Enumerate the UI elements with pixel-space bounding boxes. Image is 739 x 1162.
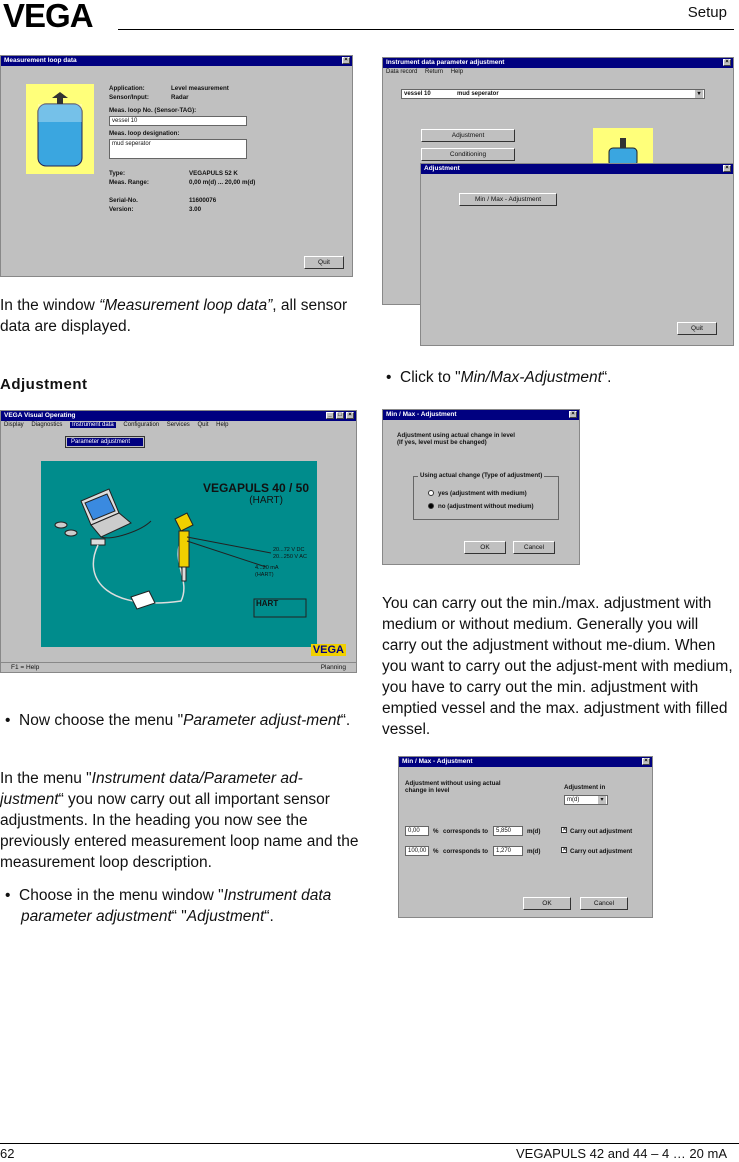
- label-yes: yes (adjustment with medium): [438, 490, 527, 497]
- minmax-adjustment-button[interactable]: Min / Max - Adjustment: [459, 193, 557, 206]
- tank-graphic: [26, 84, 94, 174]
- close-icon[interactable]: ×: [569, 411, 577, 418]
- designation-field[interactable]: mud seperator: [109, 139, 247, 159]
- minmax-values-dialog: [398, 756, 653, 918]
- values-title: Min / Max - Adjustment: [402, 758, 473, 765]
- measurement-loop-dialog: [0, 55, 353, 277]
- close-icon[interactable]: ×: [723, 165, 731, 172]
- status-help: F1 = Help: [11, 664, 40, 671]
- adjustment-in-label: Adjustment in: [564, 784, 606, 791]
- minmax-title: Min / Max - Adjustment: [386, 411, 457, 418]
- section-title: Setup: [687, 4, 727, 21]
- max-corresponds: corresponds to: [443, 848, 489, 855]
- sensor-value: Radar: [171, 94, 189, 101]
- maximize-icon[interactable]: □: [336, 412, 344, 419]
- range-value: 0,00 m(d) ... 20,00 m(d): [189, 179, 256, 186]
- menu-quit[interactable]: Quit: [197, 422, 209, 428]
- serial-value: 11600076: [189, 197, 217, 204]
- p1-em: “Measurement loop data”: [99, 297, 273, 314]
- hart-logo: HART: [256, 599, 279, 608]
- type-groupbox: [413, 472, 559, 520]
- min-corresponds: corresponds to: [443, 828, 489, 835]
- serial-label: Serial-No.: [109, 197, 138, 204]
- type-value: VEGAPULS 52 K: [189, 170, 238, 177]
- min-unit: m(d): [527, 828, 541, 835]
- application-label: Application:: [109, 85, 145, 92]
- min-distance-field[interactable]: 5,850: [493, 826, 523, 836]
- adjustment-subwindow: [420, 163, 734, 346]
- p1-prefix: In the window: [0, 297, 100, 314]
- min-carry-label: Carry out adjustment: [570, 828, 633, 835]
- text-level-changed: (If yes, level must be changed): [397, 439, 487, 446]
- b2-prefix: Choose in the menu window ": [19, 887, 224, 904]
- voltage-dc: 20...72 V DC: [273, 547, 305, 553]
- app-title: VEGA Visual Operating: [4, 412, 76, 419]
- app-titlebar: [1, 411, 356, 421]
- vega-logo: [3, 0, 113, 30]
- text-without-actual: Adjustment without using actual: [405, 780, 501, 787]
- param-menu-bar: [383, 68, 733, 77]
- ok-button[interactable]: OK: [523, 897, 571, 910]
- status-mode: Planning: [320, 664, 346, 671]
- max-unit: m(d): [527, 848, 541, 855]
- rb1-suffix: “.: [601, 369, 612, 386]
- unit-select[interactable]: [564, 795, 608, 805]
- bullet-choose-menu: • Now choose the menu "Parameter adjust-ment“.: [5, 712, 351, 729]
- menu-services[interactable]: Services: [166, 422, 190, 428]
- ok-button[interactable]: OK: [464, 541, 506, 554]
- menu-diagnostics[interactable]: Diagnostics: [31, 422, 63, 428]
- sub-titlebar: [421, 164, 733, 174]
- vega-visual-operating-window: [0, 410, 357, 673]
- status-bar: [1, 662, 356, 672]
- product-title: VEGAPULS 40 / 50: [202, 481, 309, 495]
- b2-em2: Adjustment: [186, 908, 265, 925]
- max-distance-field[interactable]: 1,270: [493, 846, 523, 856]
- b2-mid: “ ": [171, 908, 187, 925]
- text-adjustment-actual: Adjustment using actual change in level: [397, 432, 515, 439]
- bullet-click-minmax: • Click to "Min/Max-Adjustment“.: [386, 369, 612, 386]
- bullet-choose-window: • Choose in the menu window "Instrument data parameter adjustment“ "Adjustment“.: [5, 887, 332, 925]
- text-change-level: change in level: [405, 787, 450, 794]
- values-titlebar: [399, 757, 652, 767]
- label-no: no (adjustment without medium): [438, 503, 534, 510]
- menu-return[interactable]: Return: [425, 69, 444, 75]
- minmax-titlebar: [383, 410, 579, 420]
- loop-no-field[interactable]: vessel 10: [109, 116, 247, 126]
- cancel-button[interactable]: Cancel: [580, 897, 628, 910]
- svg-text:VEGA: VEGA: [3, 0, 93, 30]
- combo-designation: mud seperator: [457, 91, 499, 97]
- quit-button[interactable]: Quit: [304, 256, 344, 269]
- combo-tag: vessel 10: [404, 91, 431, 97]
- min-percent-field[interactable]: 0,00: [405, 826, 429, 836]
- range-label: Meas. Range:: [109, 179, 149, 186]
- radio-yes[interactable]: [428, 490, 434, 496]
- close-icon[interactable]: ×: [342, 57, 350, 64]
- max-carry-checkbox[interactable]: ✕: [562, 847, 568, 853]
- voltage-ac: 20...250 V AC: [273, 554, 307, 560]
- page-number: 62: [0, 1146, 15, 1161]
- b1-em: Parameter adjust-ment: [183, 712, 341, 729]
- application-value: Level measurement: [171, 85, 229, 92]
- quit-button[interactable]: Quit: [677, 322, 717, 335]
- current-range: 4...20 mA: [255, 565, 279, 571]
- minimize-icon[interactable]: _: [326, 412, 334, 419]
- menu-help[interactable]: Help: [450, 69, 464, 75]
- p1-suffix: , all sensor data are displayed.: [0, 297, 348, 335]
- p2-em: Instrument data/Parameter ad-justment: [0, 770, 303, 808]
- loop-no-label: Meas. loop No. (Sensor-TAG):: [109, 107, 197, 114]
- menu-bar: [1, 421, 356, 430]
- minmax-type-dialog: [382, 409, 580, 565]
- dialog-title: Measurement loop data: [4, 57, 77, 64]
- p2-suffix: “ you now carry out all important sensor adjustments. In the heading you now see the previously entered measurement loop name and the measurement loop description.: [0, 791, 359, 871]
- dialog-titlebar: [1, 56, 352, 66]
- close-icon[interactable]: ×: [642, 758, 650, 765]
- product-sub: (HART): [249, 495, 283, 506]
- type-label: Type:: [109, 170, 126, 177]
- designation-label: Meas. loop designation:: [109, 130, 180, 137]
- footer-rule: [0, 1143, 739, 1144]
- vega-small-logo: VEGA: [312, 644, 344, 656]
- min-carry-checkbox[interactable]: ✕: [562, 827, 568, 833]
- close-icon[interactable]: ×: [723, 59, 731, 66]
- chevron-down-icon[interactable]: ▾: [695, 90, 703, 98]
- version-label: Version:: [109, 206, 134, 213]
- adjustment-button[interactable]: Adjustment: [421, 129, 515, 142]
- max-carry-label: Carry out adjustment: [570, 848, 633, 855]
- param-title: Instrument data parameter adjustment: [386, 59, 505, 66]
- max-percent-sign: %: [433, 848, 439, 855]
- sub-title: Adjustment: [424, 165, 460, 172]
- group-title: Using actual change (Type of adjustment): [420, 472, 543, 479]
- b1-prefix: Now choose the menu ": [19, 712, 184, 729]
- p2-prefix: In the menu ": [0, 770, 92, 787]
- menu-display[interactable]: Display: [4, 422, 24, 428]
- hart-small: (HART): [255, 572, 274, 578]
- chevron-down-icon[interactable]: ▾: [598, 796, 606, 804]
- conditioning-button[interactable]: Conditioning: [421, 148, 515, 161]
- menu-instrument-data[interactable]: Instrument data: [72, 422, 114, 428]
- para-instrument-data: [0, 768, 360, 873]
- rb1-em: Min/Max-Adjustment: [460, 369, 602, 386]
- tank-graphic: [593, 128, 653, 166]
- unit-select-value: m(d): [567, 797, 580, 803]
- b1-suffix: “.: [340, 712, 351, 729]
- instrument-data-dropdown: [65, 436, 145, 448]
- record-combo[interactable]: [401, 89, 705, 99]
- rb1-prefix: Click to ": [400, 369, 461, 386]
- version-value: 3.00: [189, 206, 202, 213]
- param-titlebar: [383, 58, 733, 68]
- footer-product: VEGAPULS 42 and 44 – 4 … 20 mA: [515, 1146, 727, 1161]
- menu-configuration[interactable]: Configuration: [123, 422, 160, 428]
- sensor-label: Sensor/Input:: [109, 94, 149, 101]
- radio-no[interactable]: [428, 503, 434, 509]
- product-splash: [41, 461, 317, 647]
- header-rule: [118, 29, 734, 30]
- para-with-without-medium: You can carry out the min./max. adjustment with medium or without medium. Generally you will carry out the adjustment without me-dium. When you want to carry out the adjust-ment with medium, you have to carry out the min. adjustment with emptied vessel and the max. adjustment with filled vessel.: [382, 595, 733, 738]
- menu-parameter-adjustment[interactable]: Parameter adjustment: [67, 438, 143, 446]
- cancel-button[interactable]: Cancel: [513, 541, 555, 554]
- heading-adjustment: Adjustment: [0, 376, 88, 393]
- b2-suffix: “.: [264, 908, 274, 925]
- para-measurement-loop: [0, 295, 355, 337]
- b2-em: Instrument data parameter adjustment: [21, 887, 332, 925]
- min-percent-sign: %: [433, 828, 439, 835]
- menu-data-record[interactable]: Data record: [386, 69, 418, 75]
- max-percent-field[interactable]: 100,00: [405, 846, 429, 856]
- close-icon[interactable]: ×: [346, 412, 354, 419]
- menu-help[interactable]: Help: [216, 422, 229, 428]
